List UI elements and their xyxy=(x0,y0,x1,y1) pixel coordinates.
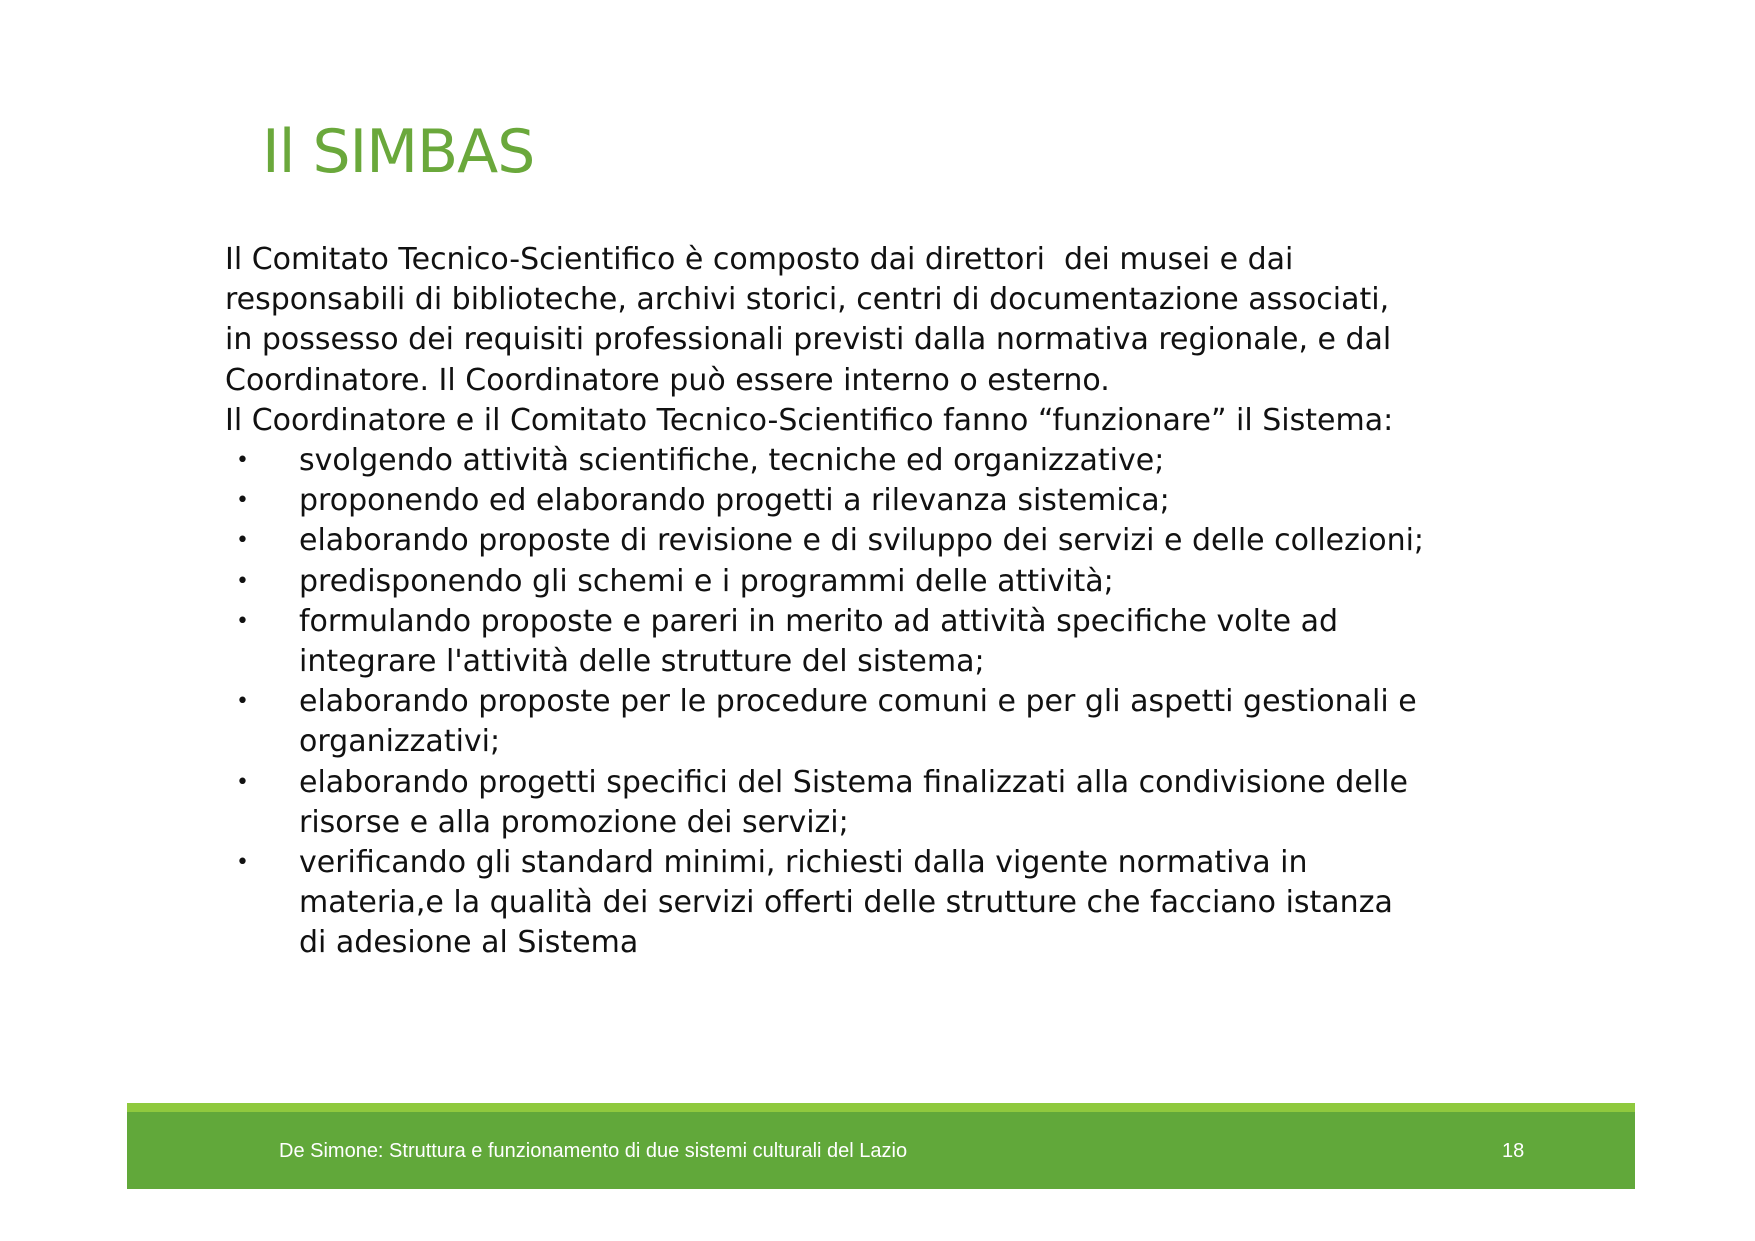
bullet-icon: • xyxy=(236,608,249,634)
intro-line: Coordinatore. Il Coordinatore può essere interno o esterno. xyxy=(225,362,1110,398)
bullet-list xyxy=(225,441,1565,964)
bullet-text-line: organizzativi; xyxy=(299,724,501,760)
intro-line: Il Comitato Tecnico-Scientifico è composto dai direttori dei musei e dai xyxy=(225,242,1294,277)
bullet-text-line: predisponendo gli schemi e i programmi delle attività; xyxy=(299,563,1114,599)
bullet-text-line: di adesione al Sistema xyxy=(299,925,639,961)
bullet-icon: • xyxy=(236,488,249,514)
footer-bar xyxy=(127,1103,1635,1189)
bullet-item xyxy=(225,521,1565,561)
bullet-icon: • xyxy=(236,689,249,715)
bullet-text-line: integrare l'attività delle strutture del sistema; xyxy=(299,644,985,680)
bullet-item xyxy=(225,481,1565,521)
bullet-icon: • xyxy=(236,850,249,876)
bullet-text-line: verificando gli standard minimi, richiesti dalla vigente normativa in xyxy=(299,845,1308,881)
bullet-item xyxy=(225,562,1565,602)
intro-line: responsabili di biblioteche, archivi storici, centri di documentazione associati, xyxy=(225,282,1390,318)
bullet-text-line: formulando proposte e pareri in merito ad attività specifiche volte ad xyxy=(299,603,1339,639)
bullet-icon: • xyxy=(236,448,249,474)
bullet-text-line: elaborando proposte per le procedure comuni e per gli aspetti gestionali e xyxy=(299,684,1417,720)
bullet-icon: • xyxy=(236,769,249,795)
bullet-item xyxy=(225,682,1565,762)
bullet-text-line: svolgendo attività scientifiche, tecniche ed organizzative; xyxy=(299,443,1165,479)
intro-line: Il Coordinatore e il Comitato Tecnico-Scientifico fanno “funzionare” il Sistema: xyxy=(225,402,1394,438)
bullet-item xyxy=(225,843,1565,964)
page-number: 18 xyxy=(1502,1140,1525,1162)
bullet-text-line: elaborando proposte di revisione e di sviluppo dei servizi e delle collezioni; xyxy=(299,523,1425,559)
bullet-item xyxy=(225,763,1565,843)
bullet-item xyxy=(225,441,1565,481)
bullet-text-line: proponendo ed elaborando progetti a rilevanza sistemica; xyxy=(299,483,1170,519)
bullet-icon: • xyxy=(236,528,249,554)
bullet-item xyxy=(225,602,1565,682)
bullet-text-line: materia,e la qualità dei servizi offerti delle strutture che facciano istanza xyxy=(299,885,1393,921)
bullet-text-line: elaborando progetti specifici del Sistema finalizzati alla condivisione delle xyxy=(299,764,1408,800)
footer-text: De Simone: Struttura e funzionamento di due sistemi culturali del Lazio xyxy=(279,1140,908,1162)
slide-body xyxy=(225,240,1565,964)
bullet-icon: • xyxy=(236,568,249,594)
intro-line: in possesso dei requisiti professionali previsti dalla normativa regionale, e dal xyxy=(225,322,1392,358)
slide-title: Il SIMBAS xyxy=(262,117,535,187)
bullet-text-line: risorse e alla promozione dei servizi; xyxy=(299,804,849,840)
